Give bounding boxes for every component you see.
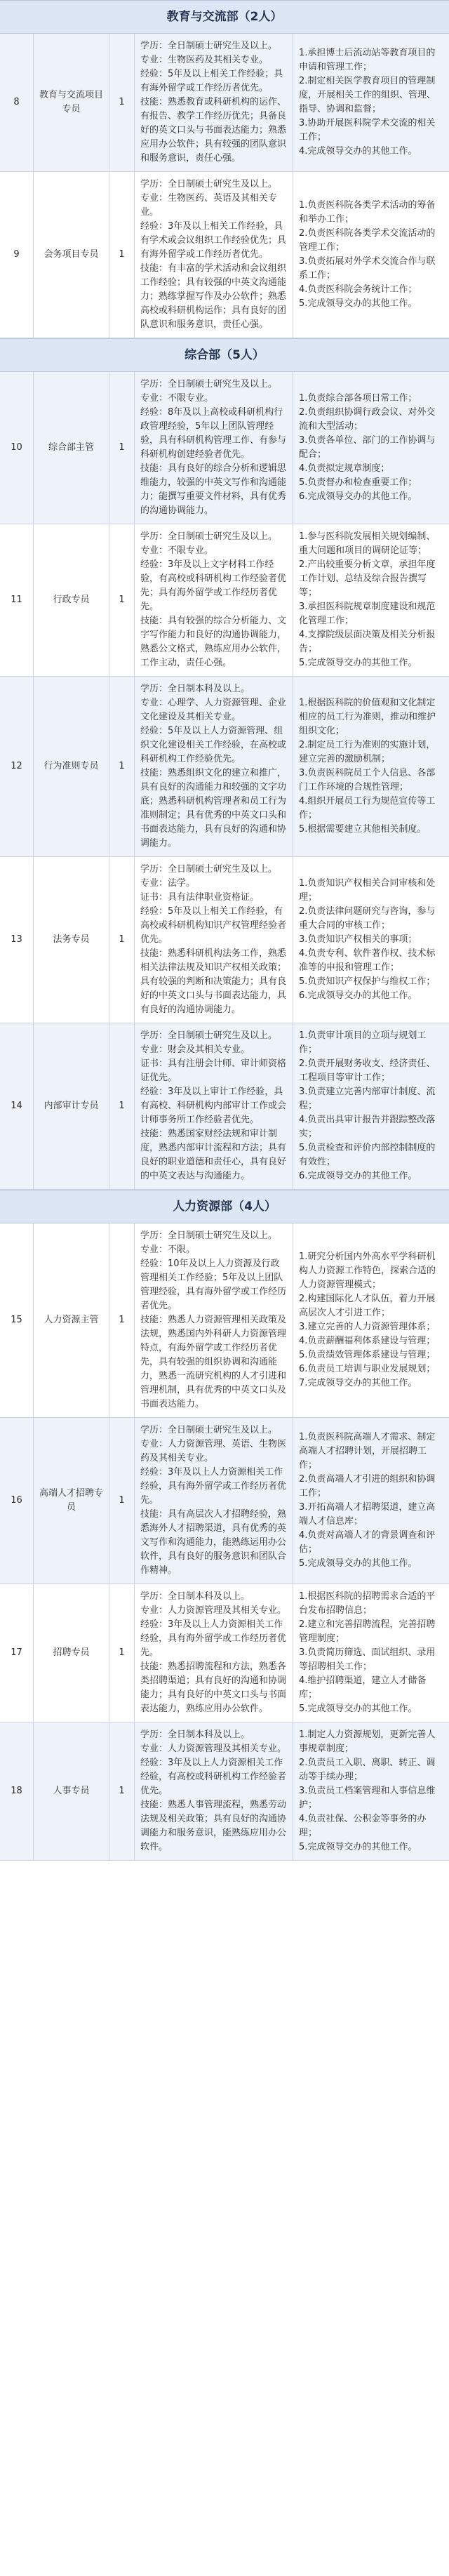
headcount bbox=[109, 34, 135, 171]
duties bbox=[293, 1418, 449, 1584]
requirements-text: 学历：全日制本科及以上。 专业：人力资源管理及其相关专业。 经验：3年及以上人力资源相关工作经验，有高校或科研机构工作经验者优先。 技能：熟悉人事管理流程，熟悉劳动法规及相关政策；具有良好的沟通协调能力和服务意识，能熟练应用办公软件。 bbox=[140, 1729, 287, 1852]
headcount-text: 1 bbox=[119, 1101, 125, 1111]
position-number-text: 8 bbox=[13, 97, 20, 107]
position-title-text: 会务项目专员 bbox=[43, 249, 99, 260]
position-number bbox=[0, 1722, 34, 1860]
requirements bbox=[135, 34, 293, 171]
duties-text: 1.负责医科院各类学术活动的筹备和举办工作； 2.负责医科院各类学术交流活动的管理工作； 3.负责拓展对外学术交流合作与联系工作； 4.负责医科院会务统计工作； 5.完成领导交办的其他工作。 bbox=[299, 200, 436, 309]
position-number bbox=[0, 677, 34, 856]
position-title bbox=[34, 1584, 109, 1722]
duties-text: 1.参与医科院发展相关规划编制、重大问题和项目的调研论证等； 2.产出较重要分析文章，承担年度工作计划、总结及综合报告撰写等； 3.承担医科院规章制度建设和规范化管理工作； 4.支撑院级层面决策及相关分析报告； 5.完成领导交办的其他工作。 bbox=[299, 531, 436, 668]
requirements-text: 学历：全日制本科及以上。 专业：心理学、人力资源管理、企业文化建设及其相关专业。 经验：5年及以上人力资源管理、组织文化建设相关工作经验，在高校或科研机构工作经验优先。 技能：熟悉组织文化的建立和推广，具有良好的沟通能力和较强的文字功底；熟悉科研机构管理者和员工行为准则制定；具有优秀的中英文口头和书面表达能力，具有良好的沟通和协调能力。 bbox=[140, 684, 287, 849]
position-number-text: 11 bbox=[11, 595, 22, 605]
position-title-text: 人事专员 bbox=[53, 1786, 90, 1796]
position-title bbox=[34, 1418, 109, 1584]
requirements-text: 学历：全日制硕士研究生及以上。 专业：生物医药及其相关专业。 经验：5年及以上相关工作经验；具有海外留学或工作经历者优先。 技能：熟悉教育或科研机构的运作、有报告、教学工作经历优先；具备良好的英文口头与书面表达能力；熟悉应用办公软件；具有较强的团队意识和服务意识，责任心强。 bbox=[140, 41, 287, 164]
position-title-text: 法务专员 bbox=[53, 934, 90, 945]
headcount-text: 1 bbox=[119, 761, 125, 771]
requirements bbox=[135, 172, 293, 338]
headcount bbox=[109, 1584, 135, 1722]
requirements-text: 学历：全日制硕士研究生及以上。 专业：财会及其相关专业。 证书：具有注册会计师、审计师资格证优先。 经验：3年及以上审计工作经验，具有高校、科研机构内部审计工作或会计师事务所工作经验者优先。 技能：熟悉国家财经法规和审计制度，熟悉内部审计流程和方法；具有良好的职业道德和责任心，具有良好的中英文表达与沟通能力。 bbox=[140, 1030, 287, 1181]
position-number bbox=[0, 1223, 34, 1417]
section-header: 人力资源部（4人） bbox=[0, 1190, 449, 1223]
requirements-text: 学历：全日制硕士研究生及以上。 专业：不限。 经验：10年及以上人力资源及行政管理相关工作经验；5年及以上团队管理经验，具有海外留学或工作经历者优先。 技能：熟悉人力资源管理相关政策及法规，熟悉国内外科研人力资源管理特点，有海外留学或工作经历者优先，具有较强的组织协调和沟通能力，熟悉一流研究机构的人才引进和管理机制，具有优秀的中英文口头及书面表达能力。 bbox=[140, 1230, 287, 1409]
duties bbox=[293, 857, 449, 1023]
position-number-text: 16 bbox=[11, 1495, 22, 1506]
duties bbox=[293, 1223, 449, 1417]
duties bbox=[293, 1722, 449, 1860]
duties bbox=[293, 172, 449, 338]
requirements-text: 学历：全日制硕士研究生及以上。 专业：法学。 证书：具有法律职业资格证。 经验：5年及以上相关工作经验，有高校或科研机构知识产权管理经验者优先。 技能：熟悉科研机构法务工作，熟悉相关法律法规及知识产权相关政策；具有较强的判断和决策能力；具有良好的中英文口头与书面表达能力，具有良好的沟通协调能力。 bbox=[140, 864, 287, 1015]
duties bbox=[293, 1023, 449, 1189]
duties-text: 1.负责医科院高端人才需求、制定高端人才招聘计划，开展招聘工作； 2.负责高端人才引进的组织和协调工作； 3.开拓高端人才招聘渠道，建立高端人才信息库； 4.负责对高端人才的背景调查和评估； 5.完成领导交办的其他工作。 bbox=[299, 1432, 436, 1569]
table-row bbox=[0, 34, 449, 172]
position-number-text: 17 bbox=[11, 1647, 22, 1658]
headcount bbox=[109, 524, 135, 676]
position-number-text: 10 bbox=[11, 442, 22, 453]
position-number-text: 12 bbox=[11, 761, 22, 771]
duties-text: 1.负责审计项目的立项与规划工作； 2.负责开展财务收支、经济责任、工程项目等审计工作； 3.负责建立完善内部审计制度、流程； 4.负责出具审计报告并跟踪整改落实； 5.负责检查和评价内部控制制度的有效性； 6.完成领导交办的其他工作。 bbox=[299, 1030, 436, 1181]
duties bbox=[293, 34, 449, 171]
position-title bbox=[34, 677, 109, 856]
position-title-text: 内部审计专员 bbox=[43, 1101, 99, 1111]
requirements bbox=[135, 1584, 293, 1722]
table-row bbox=[0, 857, 449, 1023]
duties bbox=[293, 677, 449, 856]
headcount-text: 1 bbox=[119, 1495, 125, 1506]
requirements-text: 学历：全日制硕士研究生及以上。 专业：不限专业。 经验：3年及以上文字材料工作经验，有高校或科研机构工作经验者优先；具有海外留学或工作经历者优先。 技能：具有较强的综合分析能力、文字写作能力和良好的沟通协调能力，熟悉公文格式，熟练应用办公软件，工作主动，责任心强。 bbox=[140, 531, 287, 668]
duties-text: 1.负责综合部各项日常工作； 2.负责组织协调行政会议、对外交流和大型活动； 3.负责各单位、部门的工作协调与配合； 4.负责拟定规章制度； 5.负责督办和检查重要工作； 6.完成领导交办的其他工作。 bbox=[299, 393, 436, 502]
requirements bbox=[135, 1418, 293, 1584]
section-header: 综合部（5人） bbox=[0, 338, 449, 372]
table-row bbox=[0, 1722, 449, 1861]
headcount bbox=[109, 1722, 135, 1860]
table-row bbox=[0, 172, 449, 338]
position-number-text: 18 bbox=[11, 1786, 22, 1796]
requirements-text: 学历：全日制硕士研究生及以上。 专业：不限专业。 经验：8年及以上高校或科研机构行政管理经验，5年以上团队管理经验，具有科研机构管理工作、有参与科研机构创建经验者优先。 技能：具有良好的综合分析和逻辑思维能力，较强的中英文写作和沟通能力；能撰写重要文件材料，具有优秀的沟通协调能力。 bbox=[140, 379, 287, 516]
position-number-text: 13 bbox=[11, 934, 22, 945]
headcount-text: 1 bbox=[119, 595, 125, 605]
table-row bbox=[0, 1223, 449, 1418]
table-row bbox=[0, 1023, 449, 1190]
table-row bbox=[0, 524, 449, 677]
requirements-text: 学历：全日制硕士研究生及以上。 专业：生物医药、英语及其相关专业。 经验：3年及以上相关工作经验，具有学术或会议组织工作经验优先；具有海外留学或工作经历者优先。 技能：有丰富的学术活动和会议组织工作经验；具有较强的中英文沟通能力；熟练掌握写作及办公软件；熟悉高校或科研机构运作；具有良好的团队意识和服务意识，责任心强。 bbox=[140, 179, 287, 330]
headcount bbox=[109, 172, 135, 338]
position-title bbox=[34, 1223, 109, 1417]
position-title bbox=[34, 34, 109, 171]
headcount-text: 1 bbox=[119, 934, 125, 945]
headcount-text: 1 bbox=[119, 1786, 125, 1796]
duties bbox=[293, 1584, 449, 1722]
requirements bbox=[135, 857, 293, 1023]
requirements bbox=[135, 1722, 293, 1860]
requirements bbox=[135, 524, 293, 676]
headcount-text: 1 bbox=[119, 1315, 125, 1325]
duties-text: 1.研究分析国内外高水平学科研机构人力资源工作特色，探索合适的人力资源管理模式； 2.构建国际化人才队伍，着力开展高层次人才引进工作； 3.建立完善的人力资源管理体系； 4.负责薪酬福利体系建设与管理； 5.负责绩效管理体系建设与管理； 6.负责员工培训与职业发展规划； 7.完成领导交办的其他工作。 bbox=[299, 1252, 436, 1388]
headcount-text: 1 bbox=[119, 1647, 125, 1658]
duties bbox=[293, 372, 449, 524]
position-number bbox=[0, 1584, 34, 1722]
position-number bbox=[0, 857, 34, 1023]
position-title bbox=[34, 857, 109, 1023]
headcount bbox=[109, 857, 135, 1023]
headcount bbox=[109, 677, 135, 856]
requirements bbox=[135, 372, 293, 524]
position-number bbox=[0, 1023, 34, 1189]
duties-text: 1.制定人力资源规划，更新完善人事规章制度； 2.负责员工入职、离职、转正、调动等手续办理； 3.负责员工档案管理和人事信息维护； 4.负责社保、公积金等事务的办理； 5.完成领导交办的其他工作。 bbox=[299, 1729, 436, 1852]
table-row bbox=[0, 677, 449, 857]
requirements-text: 学历：全日制硕士研究生及以上。 专业：人力资源管理、英语、生物医药及其相关专业。 经验：3年及以上人力资源相关工作经验，具有海外留学或工作经历者优先。 技能：具有高层次人才招聘经验，熟悉海外人才招聘渠道，具有优秀的英文写作和沟通能力，能熟练运用办公软件，具有良好的服务意识和团队合作精神。 bbox=[140, 1425, 287, 1576]
position-title bbox=[34, 1722, 109, 1860]
position-title bbox=[34, 524, 109, 676]
requirements bbox=[135, 1223, 293, 1417]
requirements bbox=[135, 677, 293, 856]
position-number bbox=[0, 372, 34, 524]
position-number bbox=[0, 1418, 34, 1584]
position-number bbox=[0, 524, 34, 676]
section-header: 教育与交流部（2人） bbox=[0, 0, 449, 34]
requirements-text: 学历：全日制本科及以上。 专业：人力资源管理及其相关专业。 经验：3年及以上人力资源相关工作经验，具有海外留学或工作经历者优先。 技能：熟悉招聘流程和方法，熟悉各类招聘渠道；具有良好的沟通和协调能力；具有良好的中英文口头与书面表达能力，熟练应用办公软件。 bbox=[140, 1591, 287, 1714]
requirements bbox=[135, 1023, 293, 1189]
duties-text: 1.根据医科院的价值观和文化制定相应的员工行为准则，推动和维护组织文化； 2.制定员工行为准则的实施计划，建立完善的激励机制； 3.负责医科院员工个人信息、各部门工作环境的合规性管理； 4.组织开展员工行为规范宣传等工作； 5.根据需要建立其他相关制度。 bbox=[299, 698, 436, 835]
headcount bbox=[109, 1023, 135, 1189]
headcount-text: 1 bbox=[119, 249, 125, 260]
table-row bbox=[0, 1418, 449, 1584]
headcount-text: 1 bbox=[119, 442, 125, 453]
position-title-text: 招聘专员 bbox=[53, 1647, 90, 1658]
duties-text: 1.承担博士后流动站等教育项目的申请和管理工作； 2.制定相关医学教育项目的管理制度，开展相关工作的组织、管理、指导、协调和监督； 3.协助开展医科院学术交流的相关工作； 4.完成领导交办的其他工作。 bbox=[299, 48, 436, 157]
position-title-text: 行政专员 bbox=[53, 595, 90, 605]
duties-text: 1.负责知识产权相关合同审核和处理； 2.负责法律问题研究与咨询，参与重大合同的审核工作； 3.负责知识产权相关的事项； 4.负责专利、软件著作权、技术标准等的申报和管理工作； 5.负责知识产权保护与维权工作； 6.完成领导交办的其他工作。 bbox=[299, 878, 436, 1001]
position-number-text: 14 bbox=[11, 1101, 22, 1111]
table-row bbox=[0, 372, 449, 524]
position-number-text: 15 bbox=[11, 1315, 22, 1325]
position-title-text: 高端人才招聘专员 bbox=[39, 1488, 104, 1513]
table-row bbox=[0, 1584, 449, 1722]
headcount-text: 1 bbox=[119, 97, 125, 107]
position-title-text: 综合部主管 bbox=[48, 442, 94, 453]
position-title-text: 人力资源主管 bbox=[43, 1315, 99, 1325]
position-number bbox=[0, 34, 34, 171]
position-title-text: 行为准则专员 bbox=[43, 761, 99, 771]
headcount bbox=[109, 372, 135, 524]
position-title-text: 教育与交流项目专员 bbox=[39, 90, 104, 114]
position-number bbox=[0, 172, 34, 338]
position-title bbox=[34, 372, 109, 524]
position-title bbox=[34, 172, 109, 338]
position-title bbox=[34, 1023, 109, 1189]
headcount bbox=[109, 1223, 135, 1417]
headcount bbox=[109, 1418, 135, 1584]
position-number-text: 9 bbox=[13, 249, 20, 260]
duties-text: 1.根据医科院的招聘需求合适的平台发布招聘信息； 2.建立和完善招聘流程，完善招聘管理制度； 3.负责简历筛选、面试组织、录用等招聘相关工作； 4.维护招聘渠道，建立人才储备库； 5.完成领导交办的其他工作。 bbox=[299, 1591, 436, 1714]
duties bbox=[293, 524, 449, 676]
